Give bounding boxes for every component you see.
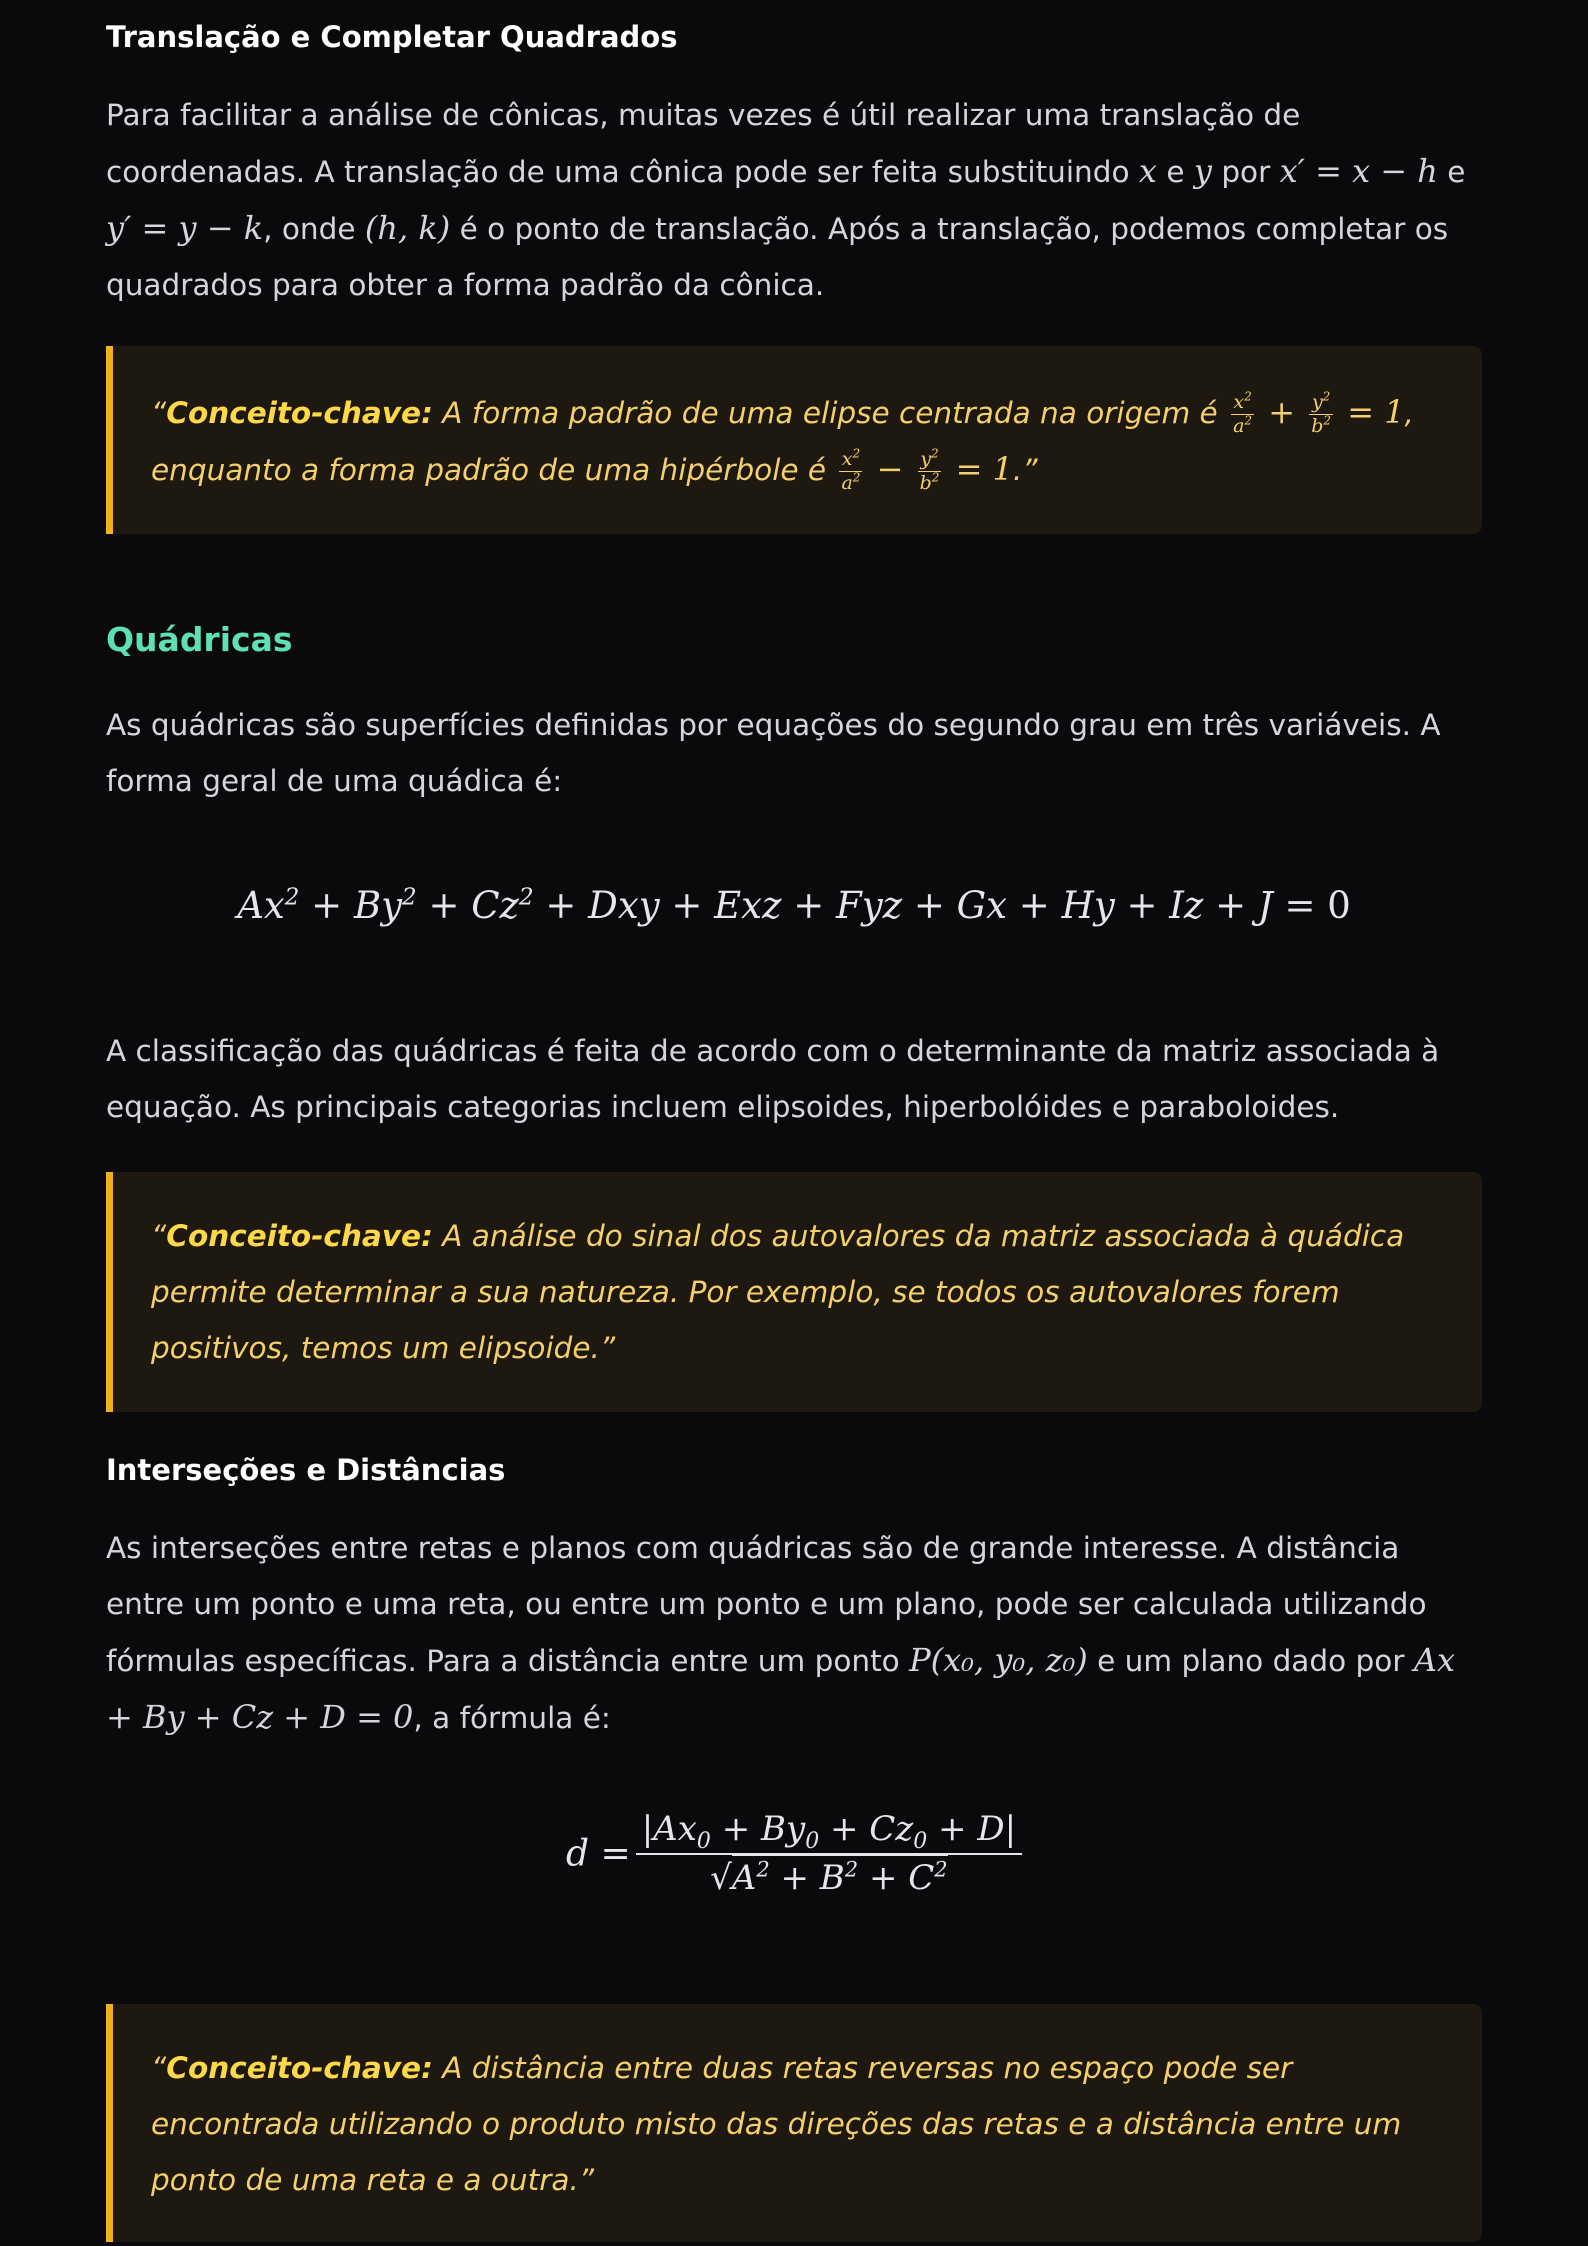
paragraph-classificacao: A classificação das quádricas é feita de acordo com o determinante da matriz associada à equação. As principais categorias incluem elipsoides, hiperbolóides e paraboloides.	[106, 1034, 1440, 1124]
math-point: P(x₀, y₀, z₀)	[909, 1641, 1088, 1679]
text-run: , enquanto a forma padrão de uma hipérbole é	[151, 396, 1414, 487]
formula-lhs: d =	[565, 1833, 631, 1875]
callout-text: “Conceito-chave: A forma padrão de uma elipse centrada na origem é $\frac{x^2}{a^2}$ + $\frac{y^2}{b^2}$ = 1, enquanto a forma padrão de uma hipérbole é $\frac{x^2}{a^2}$ − $\frac{y^2}{b^2}$ = 1.”	[151, 389, 1414, 494]
callout-conceito-chave-3	[106, 2004, 1482, 2242]
text-run: é o ponto de translação. Após a translação, podemos completar os quadrados para obter a forma padrão da cônica.	[106, 212, 1449, 302]
math-fraction-y2-b2: $\frac{y^2}{b^2}$	[1311, 389, 1332, 437]
text-run: A distância entre duas retas reversas no espaço pode ser encontrada utilizando o produto misto das direções das retas e a distância entre um ponto de uma reta e a outra.”	[151, 2051, 1402, 2197]
text-run: e um plano dado por	[1087, 1644, 1414, 1678]
text-run: A análise do sinal dos autovalores da matriz associada à quádica permite determinar a sua natureza. Por exemplo, se todos os autovalores forem positivos, temos um elipsoide.”	[151, 1219, 1405, 1365]
callout-text: “Conceito-chave: A distância entre duas retas reversas no espaço pode ser encontrada utilizando o produto misto das direções das retas e a distância entre um ponto de uma reta e a outra.”	[151, 2051, 1402, 2197]
section-heading-quadricas: Quádricas	[106, 620, 293, 659]
math-x: x	[1138, 152, 1157, 190]
math-hk: (h, k)	[364, 209, 451, 247]
callout-text: “Conceito-chave: A análise do sinal dos autovalores da matriz associada à quádica permite determinar a sua natureza. Por exemplo, se todos os autovalores forem positivos, temos um elipsoide.”	[151, 1219, 1405, 1365]
callout-label: Conceito-chave:	[166, 2051, 433, 2085]
callout-conceito-chave-2	[106, 1172, 1482, 1412]
text-run: , onde	[263, 212, 365, 246]
math-fraction-x2-a2: $\frac{x^2}{a^2}$	[1233, 389, 1253, 437]
equation-general-quadric: $Ax^2 + By^2 + Cz^2$ + Dxy + Exz + Fyz + Gx + Hy + Iz + J = 0	[237, 884, 1351, 927]
callout-label: Conceito-chave:	[166, 1219, 433, 1253]
text-run: Para facilitar a análise de cônicas, muitas vezes é útil realizar uma translação de coordenadas. A translação de uma cônica pode ser feita substituindo	[106, 98, 1301, 189]
math-plus: +	[1258, 393, 1306, 431]
math-x-prime: x′ = x − h	[1279, 152, 1438, 190]
math-y: y	[1193, 152, 1212, 190]
paragraph-translacao	[106, 87, 1482, 313]
text-run: A forma padrão de uma elipse centrada na origem é	[432, 396, 1228, 430]
paragraph-intersecoes	[106, 1520, 1482, 1746]
math-plane: Ax + By + Cz + D = 0	[106, 1641, 1455, 1736]
section-heading-intersecoes: Interseções e Distâncias	[106, 1453, 506, 1487]
text-run: e	[1437, 155, 1466, 189]
text-run: , a fórmula é:	[413, 1701, 611, 1735]
text-run: por	[1211, 155, 1280, 189]
math-fraction-y2-b2: $\frac{y^2}{b^2}$	[919, 446, 940, 494]
math-fraction-distance: $\frac{|Ax_0 + By_0 + Cz_0 + D|}{√A^2 + B^2 + C^2}$	[636, 1810, 1022, 1898]
callout-conceito-chave-1	[106, 346, 1482, 534]
text-run: e	[1156, 155, 1194, 189]
math-y-prime: y′ = y − k	[106, 209, 264, 247]
equation-distance-point-plane	[106, 1810, 1482, 1898]
text-run: .”	[1012, 453, 1038, 487]
math-minus: −	[866, 450, 914, 488]
callout-label: Conceito-chave:	[166, 396, 433, 430]
section-heading-translacao: Translação e Completar Quadrados	[106, 20, 678, 54]
math-equals-one: = 1	[1337, 393, 1405, 431]
text-run: As interseções entre retas e planos com quádricas são de grande interesse. A distância entre um ponto e uma reta, ou entre um ponto e um plano, pode ser calculada utilizando fórmulas específicas. Para a distância entre um ponto	[106, 1531, 1427, 1678]
paragraph-quadricas-intro: As quádricas são superfícies definidas por equações do segundo grau em três variáveis. A forma geral de uma quádica é:	[106, 708, 1441, 798]
math-fraction-x2-a2: $\frac{x^2}{a^2}$	[841, 446, 861, 494]
math-equals-one: = 1	[945, 450, 1013, 488]
